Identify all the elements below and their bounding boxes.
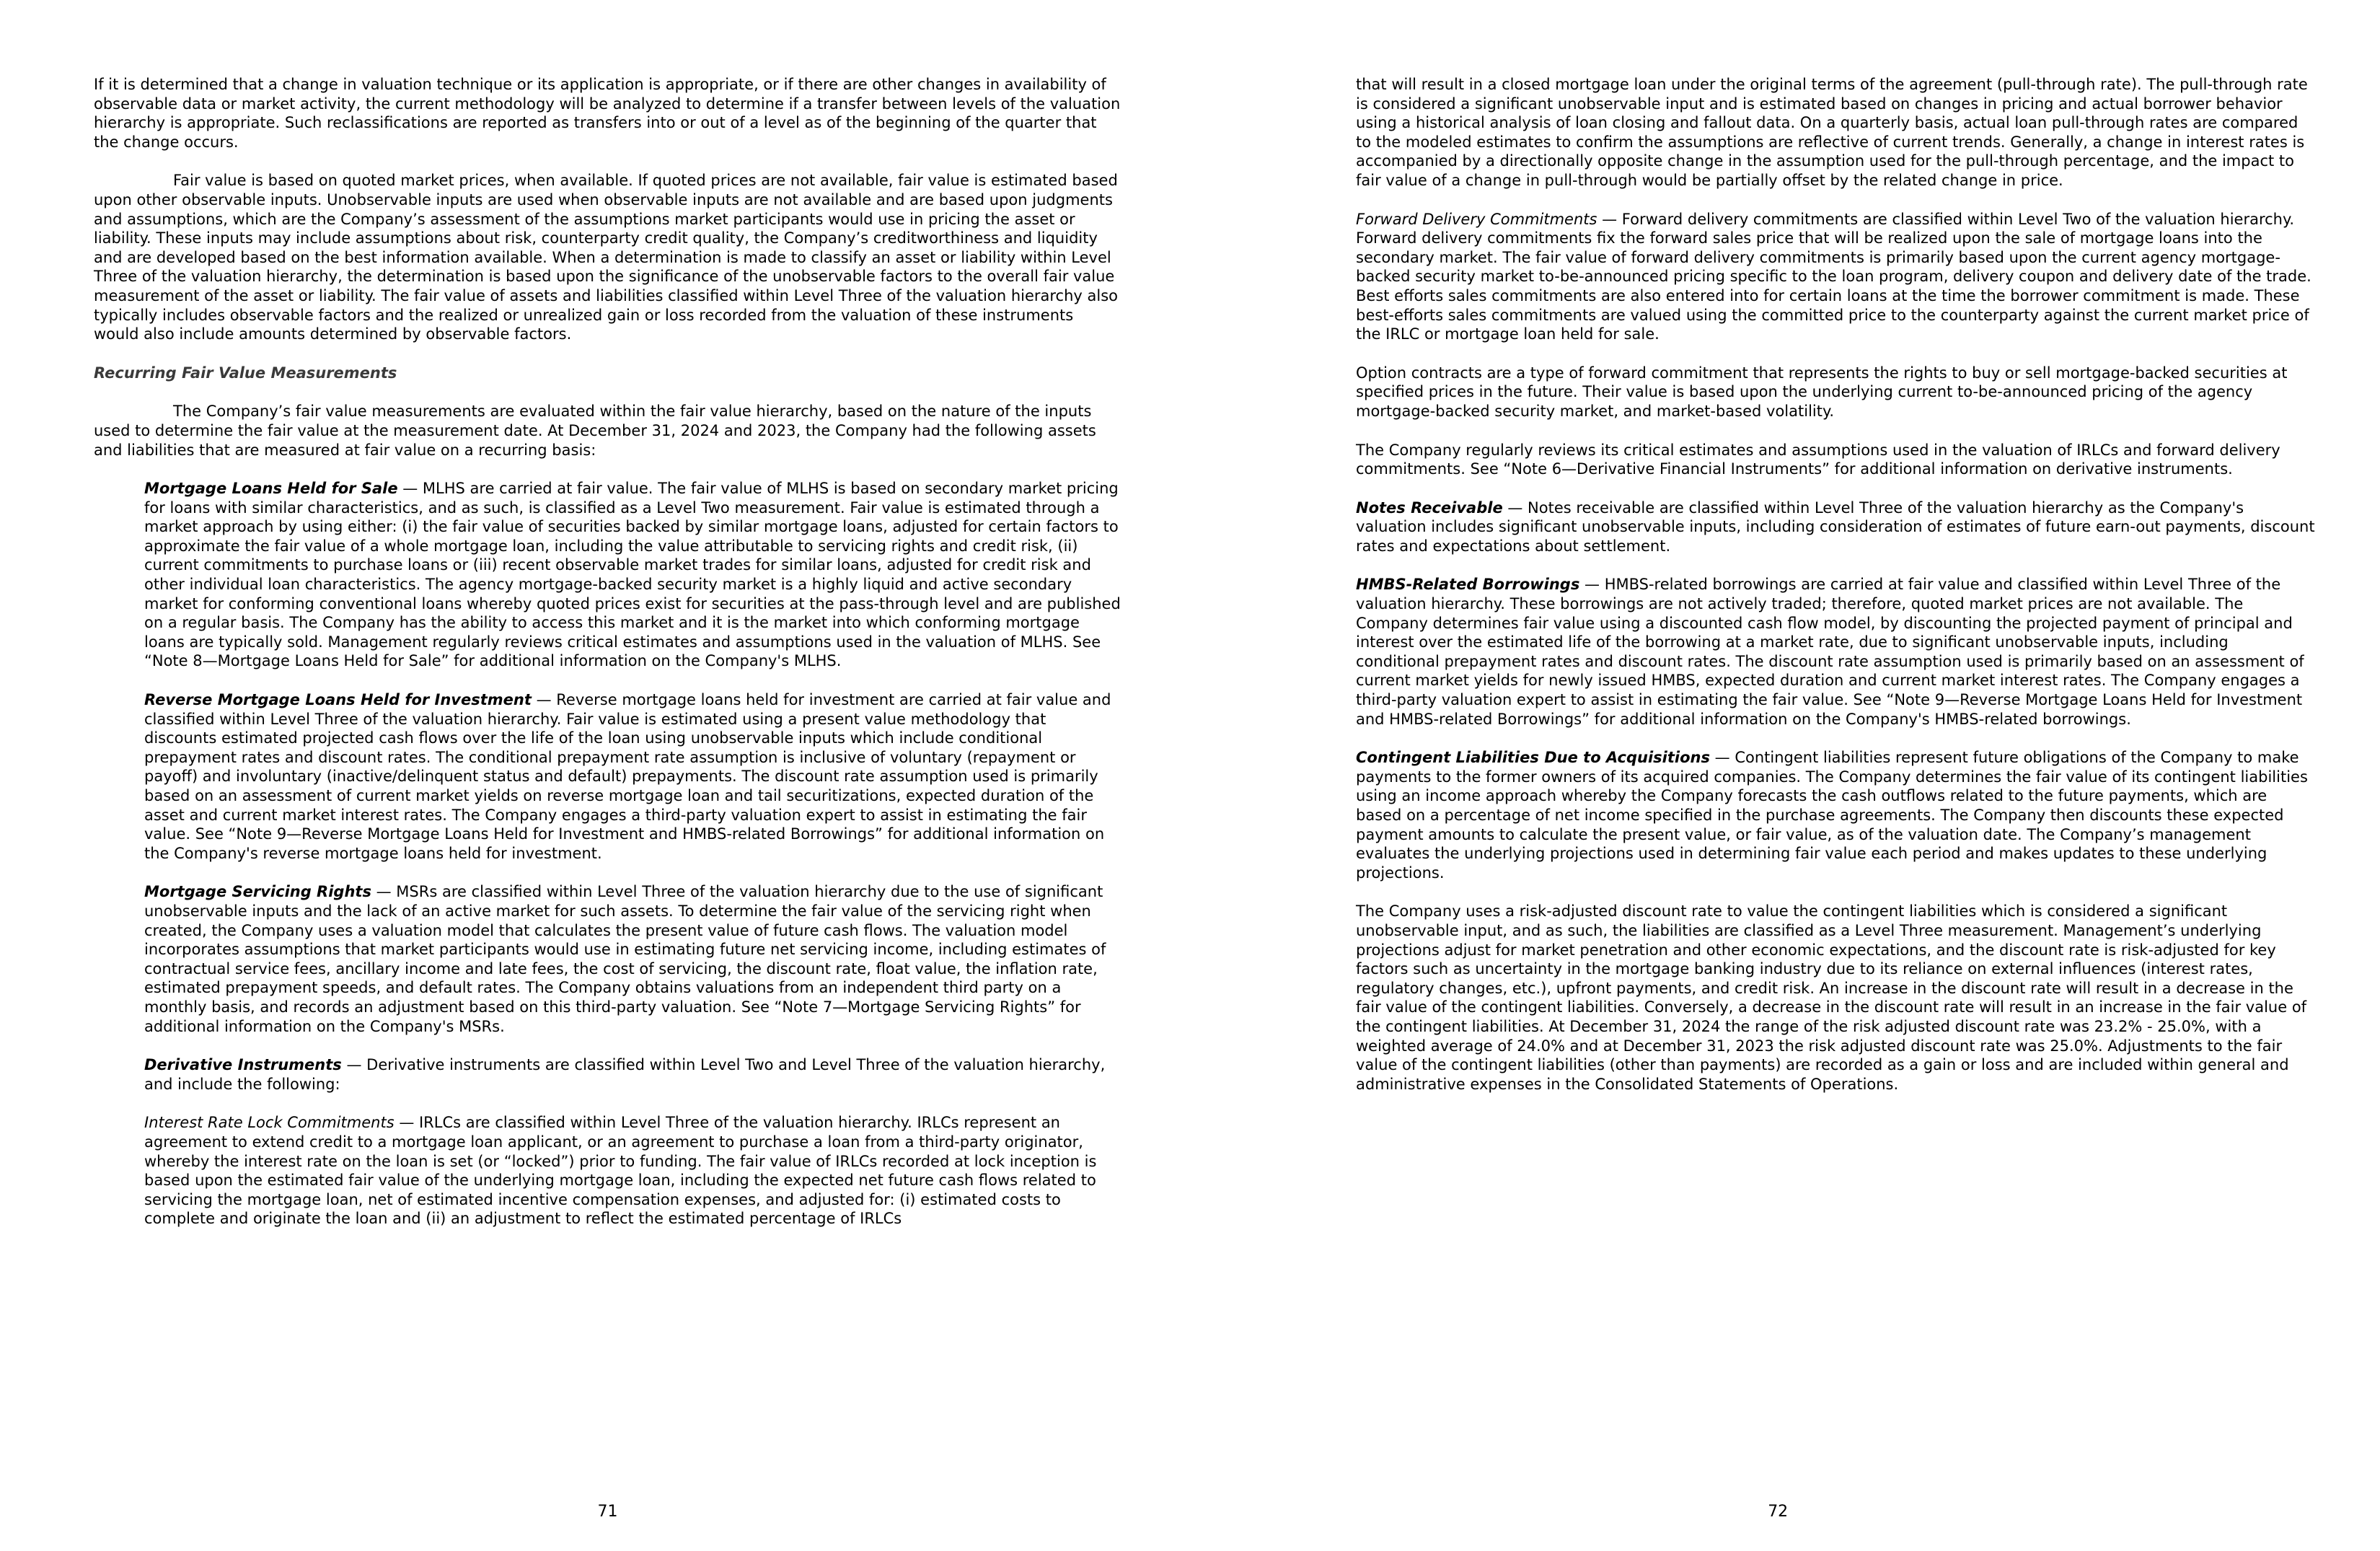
term-lead: Derivative Instruments [144, 1056, 342, 1074]
paragraph: The Company uses a risk-adjusted discount rate to value the contingent liabilities which is considered a significant unobservable input, and as such, the liabilities are classified as a Level Three measurement. Management’s underlying projections adjust for market penetration and other economic expectations, and the discount rate is risk-adjusted for key factors such as uncertainty in the mortgage banking industry due to its reliance on external influences (interest rates, regulatory changes, etc.), upfront payments, and credit risk. An increase in the discount rate will result in a decrease in the fair value of the contingent liabilities. Conversely, a decrease in the discount rate will result in an increase in the fair value of the contingent liabilities. At December 31, 2024 the range of the risk adjusted discount rate was 23.2% - 25.0%, with a weighted average of 24.0% and at December 31, 2023 the risk adjusted discount rate was 25.0%. Adjustments to the fair value of the contingent liabilities (other than payments) are recorded as a gain or loss and are included within general and administrative expenses in the Consolidated Statements of Operations. [1356, 902, 2307, 1093]
paragraph: The Company regularly reviews its critical estimates and assumptions used in the valuation of IRLCs and forward delivery commitments. See “Note 6—Derivative Financial Instruments” for additional information on derivative instruments. [1356, 441, 2280, 478]
term-paragraph: Mortgage Loans Held for Sale — MLHS are carried at fair value. The fair value of MLHS is based on secondary market pricing for loans with similar characteristics, and as such, is classified as a Level Two measurement. Fair value is estimated through a market approach by using either: (i) the fair value of securities backed by similar mortgage loans, adjusted for certain factors to approximate the fair value of a whole mortgage loan, including the value attributable to servicing rights and credit risk, (ii) current commitments to purchase loans or (iii) recent observable market trades for similar loans, adjusted for credit risk and other individual loan characteristics. The agency mortgage-backed security market is a highly liquid and active secondary market for conforming conventional loans whereby quoted prices exist for securities at the pass-through level and are published on a regular basis. The Company has the ability to access this market and it is the market into which conforming mortgage loans are typically sold. Management regularly reviews critical estimates and assumptions used in the valuation of MLHS. See “Note 8—Mortgage Loans Held for Sale” for additional information on the Company's MLHS. [144, 480, 1121, 670]
term-lead: Reverse Mortgage Loans Held for Investment [144, 691, 532, 709]
term-paragraph: Contingent Liabilities Due to Acquisitions — Contingent liabilities represent future obligations of the Company to make payments to the former owners of its acquired companies. The Company determines the fair value of its contingent liabilities using an income approach whereby the Company forecasts the cash outflows related to the future payments, which are based on a percentage of net income specified in the purchase agreements. The Company then discounts these expected payment amounts to calculate the present value, or fair value, as of the valuation date. The Company’s management evaluates the underlying projections used in determining fair value each period and makes updates to these underlying projections. [1356, 749, 2308, 882]
page-72 [1356, 0, 2315, 1551]
term-paragraph: Forward Delivery Commitments — Forward delivery commitments are classified within Level Two of the valuation hierarchy. Forward delivery commitments fix the forward sales price that will be realized upon the sale of mortgage loans into the secondary market. The fair value of forward delivery commitments is primarily based upon the current agency mortgage-backed security market to-be-announced pricing specific to the loan program, delivery coupon and delivery date of the trade. Best efforts sales commitments are also entered into for certain loans at the time the borrower commitment is made. These best-efforts sales commitments are valued using the committed price to the counterparty against the current market price of the IRLC or mortgage loan held for sale. [1356, 210, 2311, 343]
term-lead: HMBS-Related Borrowings [1356, 576, 1580, 594]
section-heading: Recurring Fair Value Measurements [94, 364, 397, 382]
term-paragraph: Mortgage Servicing Rights — MSRs are classified within Level Three of the valuation hierarchy due to the use of significant unobservable inputs and the lack of an active market for such assets. To determine the fair value of the servicing right when created, the Company uses a valuation model that calculates the present value of future cash flows. The valuation model incorporates assumptions that market participants would use in estimating future net servicing income, including estimates of contractual service fees, ancillary income and late fees, the cost of servicing, the discount rate, float value, the inflation rate, estimated prepayment speeds, and default rates. The Company obtains valuations from an independent third party on a monthly basis, and records an adjustment based on this third-party valuation. See “Note 7—Mortgage Servicing Rights” for additional information on the Company's MSRs. [144, 883, 1106, 1035]
page-72-content [1356, 0, 2315, 1094]
paragraph: The Company’s fair value measurements are evaluated within the fair value hierarchy, based on the nature of the inputs used to determine the fair value at the measurement date. At December 31, 2024 and 2023, the Company had the following assets and liabilities that are measured at fair value on a recurring basis: [94, 403, 1096, 459]
term-paragraph: Notes Receivable — Notes receivable are classified within Level Three of the valuation hierarchy as the Company's valuation includes significant unobservable inputs, including consideration of estimates of future earn-out payments, discount rates and expectations about settlement. [1356, 498, 2315, 555]
term-lead: Contingent Liabilities Due to Acquisitions [1356, 749, 1710, 767]
term-paragraph: Reverse Mortgage Loans Held for Investment — Reverse mortgage loans held for investment are carried at fair value and classified within Level Three of the valuation hierarchy. Fair value is estimated using a present value methodology that discounts estimated projected cash flows over the life of the loan using unobservable inputs which include conditional prepayment rates and discount rates. The conditional prepayment rate assumption is inclusive of voluntary (repayment or payoff) and involuntary (inactive/delinquent status and default) prepayments. The discount rate assumption used is primarily based on an assessment of current market yields on reverse mortgage loan and tail securitizations, expected duration of the asset and current market interest rates. The Company engages a third-party valuation expert to assist in estimating the fair value. See “Note 9—Reverse Mortgage Loans Held for Investment and HMBS-related Borrowings” for additional information on the Company's reverse mortgage loans held for investment. [144, 691, 1111, 862]
term-lead: Mortgage Loans Held for Sale [144, 480, 398, 498]
term-paragraph: Interest Rate Lock Commitments — IRLCs are classified within Level Three of the valuation hierarchy. IRLCs represent an agreement to extend credit to a mortgage loan applicant, or an agreement to purchase a loan from a third-party originator, whereby the interest rate on the loan is set (or “locked”) prior to funding. The fair value of IRLCs recorded at lock inception is based upon the estimated fair value of the underlying mortgage loan, including the expected net future cash flows related to servicing the mortgage loan, net of estimated incentive compensation expenses, and adjusted for: (i) estimated costs to complete and originate the loan and (ii) an adjustment to reflect the estimated percentage of IRLCs [144, 1114, 1097, 1228]
term-paragraph: Derivative Instruments — Derivative instruments are classified within Level Two and Level Three of the valuation hierarchy, and include the following: [144, 1056, 1106, 1093]
page-number-right: 72 [1768, 1503, 1789, 1521]
term-paragraph: HMBS-Related Borrowings — HMBS-related borrowings are carried at fair value and classified within Level Three of the valuation hierarchy. These borrowings are not actively traded; therefore, quoted market prices are not available. The Company determines fair value using a discounted cash flow model, by discounting the projected payment of principal and interest over the estimated life of the borrowing at a market rate, due to significant unobservable inputs, including conditional prepayment rates and discount rates. The discount rate assumption used is primarily based on an assessment of current market yields for newly issued HMBS, expected duration and current market interest rates. The Company engages a third-party valuation expert to assist in estimating the fair value. See “Note 9—Reverse Mortgage Loans Held for Investment and HMBS-related Borrowings” for additional information on the Company's HMBS-related borrowings. [1356, 576, 2304, 728]
paragraph: that will result in a closed mortgage loan under the original terms of the agreement (pull-through rate). The pull-through rate is considered a significant unobservable input and is estimated based on changes in pricing and actual borrower behavior using a historical analysis of loan closing and fallout data. On a quarterly basis, actual loan pull-through rates are compared to the modeled estimates to confirm the assumptions are reflective of current trends. Generally, a change in interest rates is accompanied by a directionally opposite change in the assumption used for the pull-through percentage, and the impact to fair value of a change in pull-through would be partially offset by the related change in price. [1356, 76, 2308, 189]
term-lead: Interest Rate Lock Commitments [144, 1114, 395, 1132]
paragraph: If it is determined that a change in valuation technique or its application is appropriate, or if there are other changes in availability of observable data or market activity, the current methodology will be analyzed to determine if a transfer between levels of the valuation hierarchy is appropriate. Such reclassifications are reported as transfers into or out of a level as of the beginning of the quarter that the change occurs. [94, 76, 1121, 151]
term-lead: Notes Receivable [1356, 498, 1503, 517]
page-number-left: 71 [597, 1503, 618, 1521]
term-lead: Forward Delivery Commitments [1356, 210, 1597, 228]
page-71 [94, 0, 1121, 1551]
paragraph: Fair value is based on quoted market prices, when available. If quoted prices are not available, fair value is estimated based upon other observable inputs. Unobservable inputs are used when observable inputs are not available and are based upon judgments and assumptions, which are the Company’s assessment of the assumptions market participants would use in pricing the asset or liability. These inputs may include assumptions about risk, counterparty credit quality, the Company’s creditworthiness and liquidity and are developed based on the best information available. When a determination is made to classify an asset or liability within Level Three of the valuation hierarchy, the determination is based upon the significance of the unobservable factors to the overall fair value measurement of the asset or liability. The fair value of assets and liabilities classified within Level Three of the valuation hierarchy also typically includes observable factors and the realized or unrealized gain or loss recorded from the valuation of these instruments would also include amounts determined by observable factors. [94, 172, 1119, 343]
paragraph: Option contracts are a type of forward commitment that represents the rights to buy or sell mortgage-backed securities at specified prices in the future. Their value is based upon the underlying current to-be-announced pricing of the agency mortgage-backed security market, and market-based volatility. [1356, 364, 2288, 420]
term-lead: Mortgage Servicing Rights [144, 883, 371, 901]
page-71-content [94, 0, 1121, 1229]
